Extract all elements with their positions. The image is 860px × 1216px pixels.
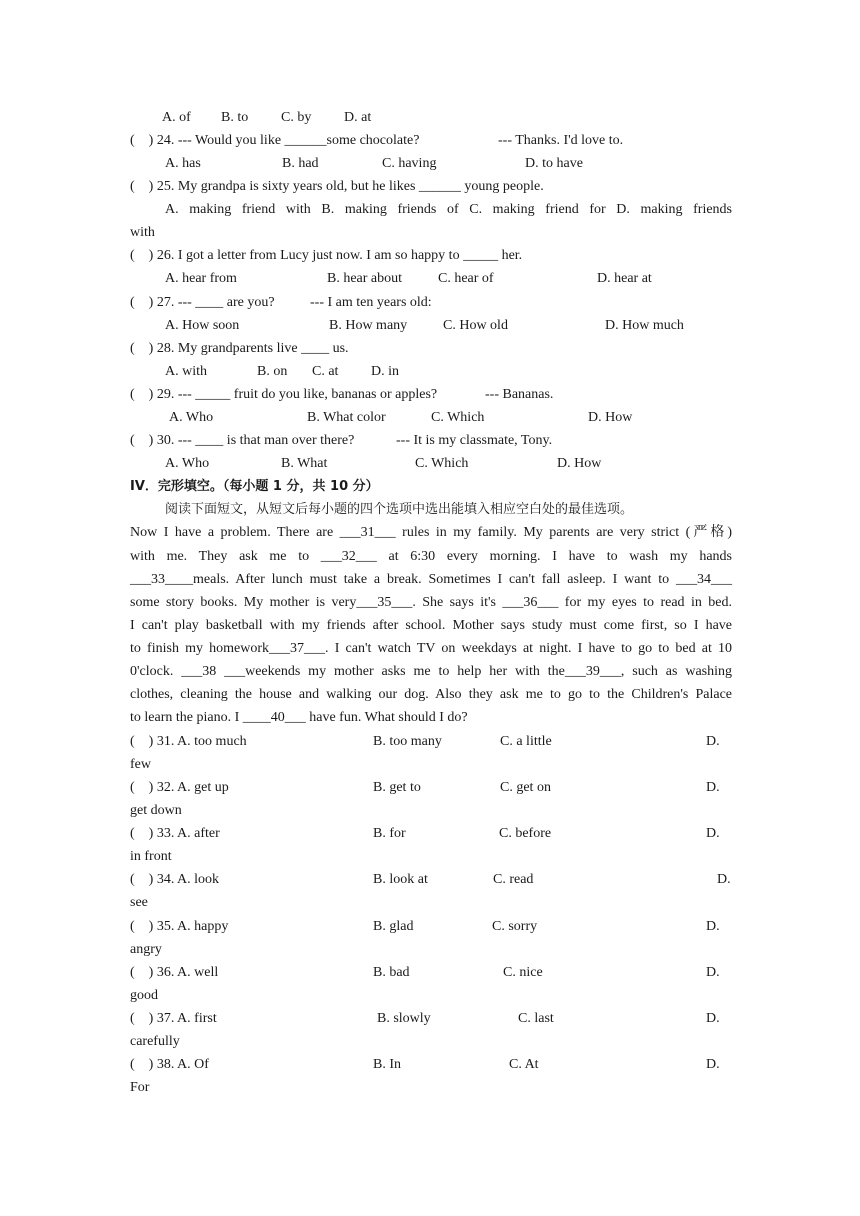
q27-option-a: A. How soon — [165, 318, 240, 333]
cloze-option-d: D. — [706, 780, 720, 795]
q24-option-a: A. has — [165, 156, 201, 171]
q27-stem: ( ) 27. --- ____ are you? — [130, 295, 275, 310]
q28-option-a: A. with — [165, 364, 207, 379]
q23-option-a: A. of — [162, 110, 191, 125]
cloze-option-c: C. nice — [503, 965, 543, 980]
q29-option-d: D. How — [588, 410, 633, 425]
cloze-option-d: D. — [706, 734, 720, 749]
cloze-question-stem: ( ) 38. A. Of — [130, 1057, 209, 1072]
q29-reply: --- Bananas. — [485, 387, 554, 402]
q30-stem: ( ) 30. --- ____ is that man over there? — [130, 433, 355, 448]
q24-option-c: C. having — [382, 156, 437, 171]
cloze-option-d-text: get down — [130, 803, 182, 818]
q24-option-b: B. had — [282, 156, 319, 171]
passage-line-5: I can't play basketball with my friends after school. Mother says study must come first, so I have — [130, 618, 732, 633]
cloze-option-d-text: carefully — [130, 1034, 180, 1049]
cloze-question-stem: ( ) 31. A. too much — [130, 734, 247, 749]
cloze-option-c: C. read — [493, 872, 534, 887]
q27-option-c: C. How old — [443, 318, 508, 333]
cloze-question-stem: ( ) 36. A. well — [130, 965, 219, 980]
cloze-option-d-text: see — [130, 895, 148, 910]
q26-stem: ( ) 26. I got a letter from Lucy just now. I am so happy to _____ her. — [130, 248, 523, 263]
q30-option-c: C. Which — [415, 456, 469, 471]
q26-option-d: D. hear at — [597, 271, 652, 286]
passage-line-3: ___33____meals. After lunch must take a break. Sometimes I can't fall asleep. I want to ___34___ — [130, 572, 732, 587]
q30-reply: --- It is my classmate, Tony. — [396, 433, 553, 448]
cloze-question-stem: ( ) 35. A. happy — [130, 919, 229, 934]
passage-line-4: some story books. My mother is very___35___. She says it's ___36___ for my eyes to read in bed. — [130, 595, 732, 610]
q30-option-a: A. Who — [165, 456, 210, 471]
cloze-option-c: C. At — [509, 1057, 539, 1072]
q29-option-a: A. Who — [169, 410, 214, 425]
passage-line-8: clothes, cleaning the house and walking our dog. Also they ask me to go to the Children's Palace — [130, 687, 732, 702]
q25-options-wrap: with — [130, 225, 155, 240]
cloze-option-d: D. — [717, 872, 731, 887]
cloze-option-b: B. get to — [373, 780, 421, 795]
q28-option-b: B. on — [257, 364, 288, 379]
cloze-option-d-text: angry — [130, 942, 162, 957]
cloze-question-stem: ( ) 34. A. look — [130, 872, 220, 887]
q26-option-a: A. hear from — [165, 271, 237, 286]
cloze-option-d: D. — [706, 965, 720, 980]
q29-stem: ( ) 29. --- _____ fruit do you like, bananas or apples? — [130, 387, 438, 402]
section-title: IV．完形填空。（每小题 1 分，共 10 分） — [130, 479, 379, 494]
cloze-option-c: C. before — [499, 826, 552, 841]
passage-line-9: to learn the piano. I ____40___ have fun. What should I do? — [130, 710, 468, 725]
q28-option-d: D. in — [371, 364, 399, 379]
q23-option-d: D. at — [344, 110, 372, 125]
q23-option-b: B. to — [221, 110, 249, 125]
cloze-option-d: D. — [706, 1011, 720, 1026]
cloze-option-b: B. bad — [373, 965, 410, 980]
q28-option-c: C. at — [312, 364, 339, 379]
q24-reply: --- Thanks. I'd love to. — [498, 133, 624, 148]
cloze-option-c: C. get on — [500, 780, 551, 795]
cloze-option-b: B. look at — [373, 872, 428, 887]
passage-line-7: 0'clock. ___38 ___weekends my mother asks me to help her with the___39___, such as washing — [130, 664, 732, 679]
cloze-question-stem: ( ) 37. A. first — [130, 1011, 217, 1026]
q25-stem: ( ) 25. My grandpa is sixty years old, but he likes ______ young people. — [130, 179, 544, 194]
cloze-option-d: D. — [706, 1057, 720, 1072]
q28-stem: ( ) 28. My grandparents live ____ us. — [130, 341, 349, 356]
cloze-option-c: C. last — [518, 1011, 554, 1026]
cloze-option-b: B. slowly — [377, 1011, 431, 1026]
q26-option-b: B. hear about — [327, 271, 403, 286]
cloze-question-stem: ( ) 33. A. after — [130, 826, 220, 841]
cloze-option-b: B. glad — [373, 919, 414, 934]
cloze-option-d-text: in front — [130, 849, 172, 864]
cloze-option-b: B. for — [373, 826, 406, 841]
cloze-option-c: C. sorry — [492, 919, 538, 934]
q29-option-c: C. Which — [431, 410, 485, 425]
cloze-option-d: D. — [706, 826, 720, 841]
section-instruction: 阅读下面短文，从短文后每小题的四个选项中选出能填入相应空白处的最佳选项。 — [165, 502, 634, 517]
q23-option-c: C. by — [281, 110, 312, 125]
cloze-option-b: B. too many — [373, 734, 442, 749]
cloze-option-b: B. In — [373, 1057, 401, 1072]
q27-option-d: D. How much — [605, 318, 684, 333]
q25-options: A. making friend with B. making friends of C. making friend for D. making friends — [165, 202, 732, 217]
cloze-option-d: D. — [706, 919, 720, 934]
q24-stem: ( ) 24. --- Would you like ______some chocolate? — [130, 133, 420, 148]
cloze-question-stem: ( ) 32. A. get up — [130, 780, 229, 795]
cloze-option-d-text: few — [130, 757, 151, 772]
passage-line-6: to finish my homework___37___. I can't watch TV on weekdays at night. I have to go to bed at 10 — [130, 641, 732, 656]
q27-reply: --- I am ten years old: — [310, 295, 432, 310]
passage-line-2: with me. They ask me to ___32___ at 6:30 every morning. I have to wash my hands — [130, 549, 732, 564]
q29-option-b: B. What color — [307, 410, 386, 425]
q24-option-d: D. to have — [525, 156, 583, 171]
q27-option-b: B. How many — [329, 318, 408, 333]
cloze-option-d-text: good — [130, 988, 158, 1003]
q30-option-d: D. How — [557, 456, 602, 471]
cloze-option-c: C. a little — [500, 734, 552, 749]
q26-option-c: C. hear of — [438, 271, 494, 286]
q30-option-b: B. What — [281, 456, 328, 471]
passage-line-1: Now I have a problem. There are ___31___ rules in my family. My parents are very strict (严格) — [130, 525, 732, 540]
cloze-option-d-text: For — [130, 1080, 150, 1095]
